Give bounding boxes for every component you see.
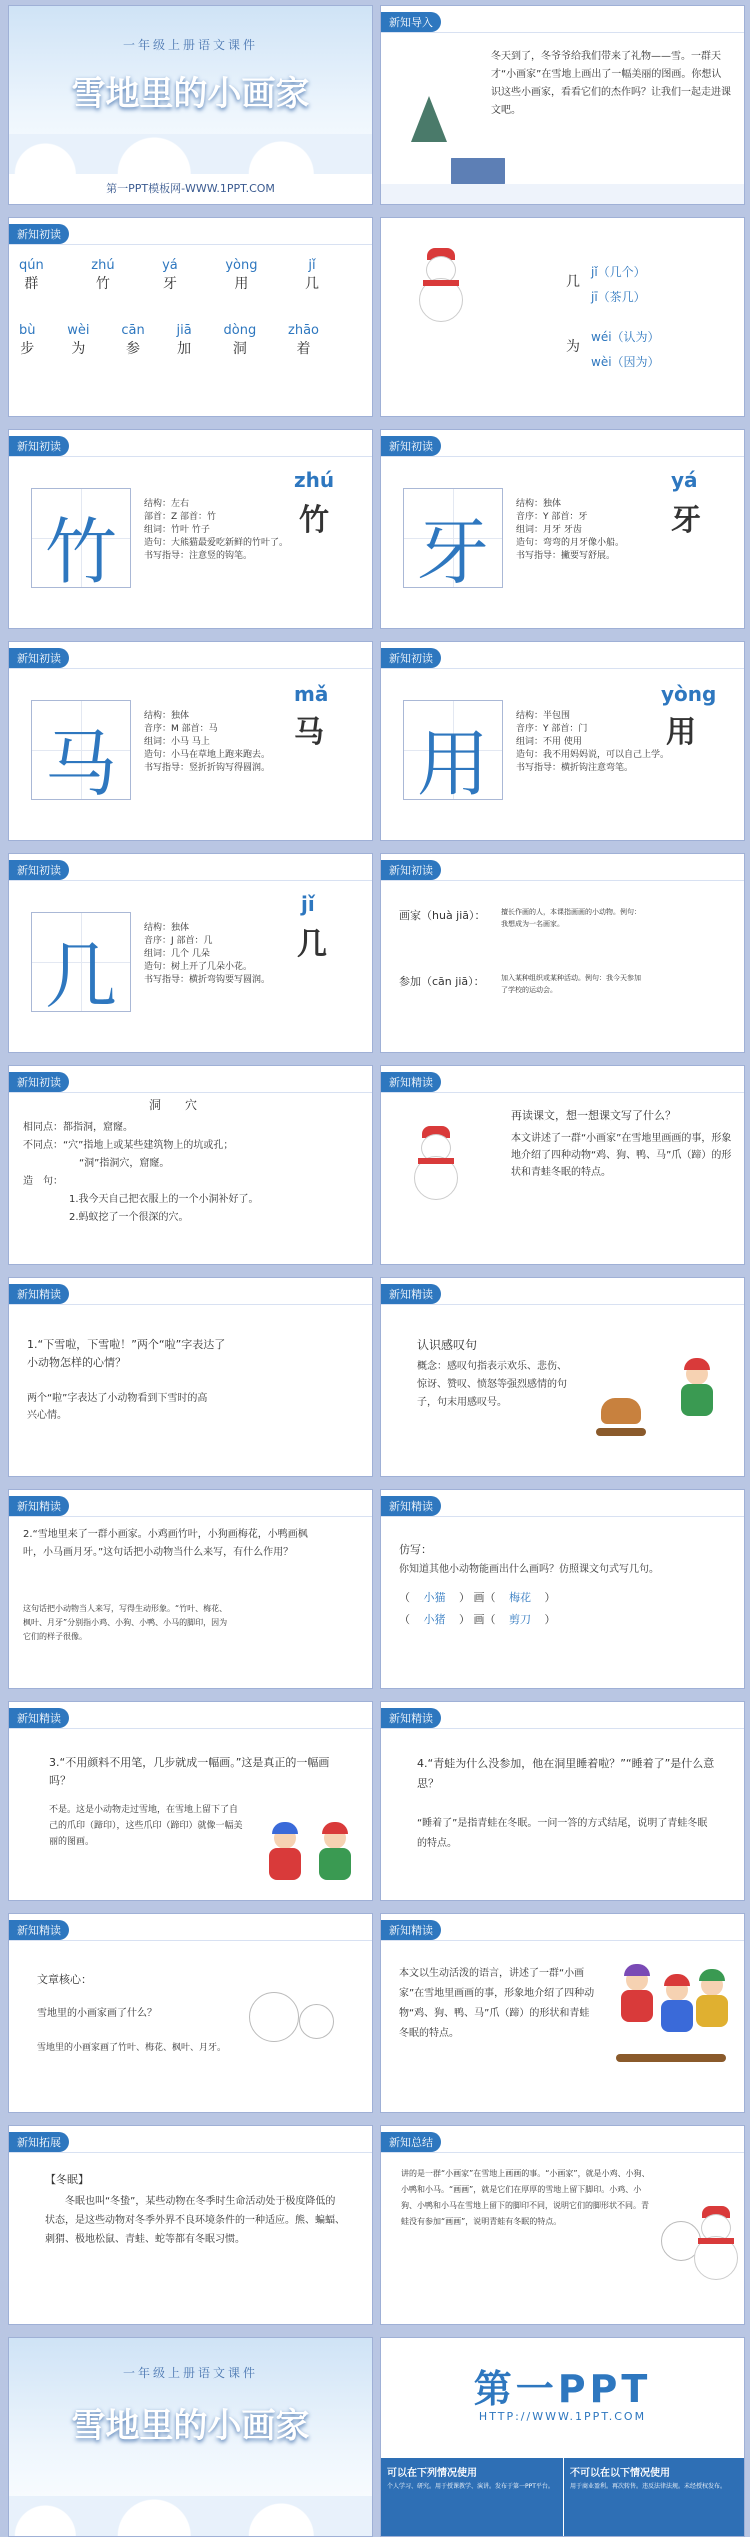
slide-branding[interactable]: [380, 2337, 745, 2537]
vocab-label-1: 画家（huà jiā）：: [399, 909, 486, 922]
slide-content-summary[interactable]: [380, 1065, 745, 1265]
word-item: [67, 323, 89, 358]
panel-text: 个人学习、研究。用于授课教学、演讲。发布于第一PPT平台。: [387, 2483, 554, 2490]
hua-label: 画（: [473, 1613, 496, 1626]
panel-text: 用于商业盈利。再次转售。违反法律法规。未经授权发布。: [570, 2483, 727, 2490]
compare-title: 洞 穴: [149, 1098, 198, 1112]
slide-dong-xue[interactable]: [8, 1065, 373, 1265]
char-large: 牙: [671, 503, 701, 538]
word-item: [19, 258, 44, 293]
divider: [381, 2152, 744, 2153]
info-line: 造句：大熊猫最爱吃新鲜的竹叶了。: [144, 538, 289, 548]
pinyin: bù: [19, 323, 36, 338]
section-title: 认识感叹句: [417, 1338, 478, 1352]
slide-core[interactable]: [8, 1913, 373, 2113]
section-tag: 新知初读: [381, 436, 441, 456]
brand-header: [381, 2338, 744, 2458]
info-line: 造句：我不用妈妈说，可以自己上学。: [516, 750, 670, 760]
sled-icon: [616, 2054, 726, 2062]
answer: 本文讲述了一群“小画家”在雪地里画画的事，形象地介绍了四种动物“鸡、狗、鸭、马”爪（蹄）的形状和青蛙冬眠的特点。: [511, 1133, 732, 1178]
info-line: 造句：小马在草地上跑来跑去。: [144, 750, 271, 760]
tianzige-box: [31, 488, 131, 594]
compare-line: 不同点：“穴”指地上或某些建筑物上的坑或孔；: [23, 1140, 234, 1151]
big-character: 牙: [416, 510, 489, 594]
character: 牙: [162, 276, 177, 292]
character: 着: [296, 341, 311, 357]
divider: [9, 244, 372, 245]
section-title: 仿写：: [399, 1543, 432, 1556]
slide-extension[interactable]: [8, 2125, 373, 2325]
slide-question-4[interactable]: [380, 1701, 745, 1901]
panel-title: 可以在下列情况使用: [387, 2468, 477, 2479]
divider: [9, 1092, 372, 1093]
divider: [9, 2152, 372, 2153]
section-tag: 新知精读: [9, 1496, 69, 1516]
big-character: 竹: [44, 510, 117, 594]
slide-cover[interactable]: [8, 5, 373, 205]
vocab-text-2: 加入某种组织或某种活动。例句：我今天参加了学校的运动会。: [501, 974, 641, 994]
pinyin: zhāo: [288, 323, 319, 338]
section-tag: 新知总结: [381, 2132, 441, 2152]
info-line: 音序：J 部首：几: [144, 936, 213, 946]
info-line: 组词：竹叶 竹子: [144, 525, 210, 535]
cover-footer: 第一PPT模板网-WWW.1PPT.COM: [106, 182, 275, 195]
cover-title: 雪地里的小画家: [71, 2406, 310, 2446]
pinyin: jiā: [176, 323, 192, 338]
snowman-icon: [411, 248, 471, 328]
tianzige-box: [403, 700, 503, 806]
slide-question-3[interactable]: [8, 1701, 373, 1901]
section-tag: 新知精读: [9, 1708, 69, 1728]
core-question: 雪地里的小画家画了什么？: [37, 2008, 157, 2019]
compare-line: 相同点：都指洞，窟窿。: [23, 1122, 133, 1133]
slide-vocabulary[interactable]: [380, 853, 745, 1053]
vocab-label-2: 参加（cān jiā）：: [399, 975, 485, 988]
poly-wei-char: 为: [566, 339, 580, 355]
info-line: 书写指导：横折弯钩要写圆润。: [144, 975, 271, 985]
info-line: 音序：Y 部首：门: [516, 724, 588, 734]
snow-tree-icon: [411, 96, 447, 142]
section-tag: 新知精读: [381, 1072, 441, 1092]
divider: [381, 1304, 744, 1305]
section-tag: 新知初读: [381, 860, 441, 880]
char-large: 马: [294, 715, 324, 750]
char-info: [144, 922, 270, 987]
info-line: 结构：独体: [144, 711, 190, 721]
word-item: [121, 323, 144, 358]
section-tag: 新知精读: [381, 1284, 441, 1304]
info-line: 书写指导：注意竖的钩笔。: [144, 551, 253, 561]
snow-hills: [9, 2496, 372, 2536]
pinyin-large: yá: [671, 468, 698, 492]
question: 3.“不用颜料不用笔，几步就成一幅画。”这是真正的一幅画吗？: [49, 1756, 330, 1787]
poly-ji-1: jǐ（几个）: [591, 265, 646, 279]
fill-row: [399, 1588, 556, 1607]
dog-icon: [601, 1398, 641, 1424]
intro-text: 冬天到了，冬爷爷给我们带来了礼物——雪。一群天才“小画家”在雪地上画出了一幅美丽的图画。你想认识这些小画家，看看它们的杰作吗？让我们一起走进课文吧。: [491, 51, 731, 116]
theme-text: 本文以生动活泼的语言，讲述了一群“小画家”在雪地里画画的事，形象地介绍了四种动物“鸡、狗、鸭、马”爪（蹄）的形状和青蛙冬眠的特点。: [399, 1968, 595, 2039]
paren: （: [399, 1613, 410, 1626]
word-item: [305, 258, 319, 293]
info-line: 结构：左右: [144, 499, 190, 509]
info-line: 结构：独体: [516, 499, 562, 509]
pinyin: jǐ: [308, 258, 316, 273]
pinyin-large: yòng: [661, 682, 717, 706]
info-line: 书写指导：竖折折钩写得圆润。: [144, 763, 271, 773]
cover-subtitle: 一年级上册语文课件: [122, 38, 258, 52]
answer: “睡着了”是指青蛙在冬眠。一问一答的方式结尾，说明了青蛙冬眠的特点。: [417, 1818, 708, 1849]
compare-line: 2.蚂蚁挖了一个很深的穴。: [69, 1212, 189, 1223]
info-line: 书写指导：撇要写舒展。: [516, 551, 616, 561]
answer: 不是。这是小动物走过雪地，在雪地上留下了自己的爪印（蹄印），这些爪印（蹄印）就像一幅美丽的图画。: [49, 1805, 243, 1847]
answer-1b: 梅花: [509, 1591, 531, 1604]
divider: [9, 456, 372, 457]
usage-panel-forbidden: [564, 2458, 745, 2537]
question: 2.“雪地里来了一群小画家。小鸡画竹叶，小狗画梅花，小鸭画枫叶，小马画月牙。”这句话把小动物当什么来写，有什么作用？: [23, 1529, 308, 1558]
word-item: [224, 323, 257, 358]
divider: [9, 880, 372, 881]
word-item: [225, 258, 257, 293]
brand-url: HTTP://WWW.1PPT.COM: [478, 2410, 647, 2423]
paren: ）: [459, 1613, 470, 1626]
char-large: 竹: [299, 503, 329, 538]
divider: [381, 456, 744, 457]
character: 为: [71, 341, 86, 357]
brand-logo: 第一PPT: [473, 2367, 652, 2411]
hua-label: 画（: [473, 1591, 496, 1604]
info-line: 组词：几个 几朵: [144, 949, 210, 959]
concept-text: 概念：感叹句指表示欢乐、悲伤、惊讶、赞叹、愤怒等强烈感情的句子，句末用感叹号。: [417, 1361, 567, 1408]
paren: （: [399, 1591, 410, 1604]
kid-icon: [671, 1358, 721, 1428]
answer-2a: 小猪: [423, 1613, 446, 1626]
divider: [381, 32, 744, 33]
slide-imitation[interactable]: [380, 1489, 745, 1689]
pinyin: qún: [19, 258, 44, 273]
divider: [381, 668, 744, 669]
slide-char-ya[interactable]: [380, 429, 745, 629]
word-row-2: [19, 323, 319, 358]
slide-polyphones[interactable]: [380, 217, 745, 417]
answer: 这句话把小动物当人来写，写得生动形象。“竹叶、梅花、枫叶、月牙”分别指小鸡、小狗、小鸭、小马的脚印，因为它们的样子很像。: [23, 1604, 228, 1641]
word-item: [288, 323, 319, 358]
paren: ）: [544, 1613, 556, 1626]
divider: [9, 1728, 372, 1729]
info-line: 音序：Y 部首：牙: [516, 512, 588, 522]
big-character: 几: [44, 934, 117, 1018]
section-tag: 新知精读: [381, 1496, 441, 1516]
char-info: [516, 498, 624, 563]
cover-title: 雪地里的小画家: [71, 74, 310, 114]
pinyin-large: zhú: [294, 468, 335, 492]
question: 再读课文，想一想课文写了什么？: [511, 1109, 676, 1122]
core-title: 文章核心：: [37, 1973, 92, 1986]
info-line: 组词：不用 使用: [516, 737, 582, 747]
character: 洞: [232, 341, 247, 357]
pinyin: yòng: [225, 258, 258, 273]
char-large: 几: [297, 927, 327, 962]
paren: ）: [544, 1591, 556, 1604]
compare-line: “洞”指洞穴，窟窿。: [79, 1158, 170, 1169]
prompt: 你知道其他小动物能画出什么画吗？仿照课文句式写几句。: [399, 1564, 659, 1575]
info-line: 音序：M 部首：马: [144, 724, 218, 734]
section-tag: 新知精读: [9, 1920, 69, 1940]
divider: [9, 1304, 372, 1305]
tianzige-box: [31, 700, 131, 806]
slide-char-yong[interactable]: [380, 641, 745, 841]
section-tag: 新知精读: [9, 1284, 69, 1304]
usage-panel-allowed: [381, 2458, 563, 2537]
section-tag: 新知精读: [381, 1920, 441, 1940]
question: 4.“青蛙为什么没参加，他在洞里睡着啦？”“睡着了”是什么意思？: [417, 1757, 715, 1790]
vocab-text-1: 擅长作画的人，本课指画画的小动物。例句：我想成为一名画家。: [501, 908, 641, 928]
word-item: [91, 258, 114, 293]
question: 1.“下雪啦，下雪啦！”两个“啦”字表达了小动物怎样的心情？: [27, 1338, 226, 1369]
info-line: 结构：独体: [144, 923, 190, 933]
panel-title: 不可以在以下情况使用: [570, 2468, 670, 2479]
pinyin: dòng: [223, 323, 257, 338]
character: 参: [126, 341, 141, 357]
slide-question-1[interactable]: [8, 1277, 373, 1477]
pinyin: zhú: [91, 258, 115, 273]
character: 加: [177, 341, 192, 357]
char-info: [516, 710, 669, 775]
pinyin: cān: [121, 323, 145, 338]
kid-icon: [309, 1822, 359, 1892]
slide-exclamation[interactable]: [380, 1277, 745, 1477]
big-character: 用: [416, 722, 489, 806]
answer-2b: 剪刀: [509, 1613, 531, 1626]
poly-wei-1: wéi（认为）: [591, 330, 660, 344]
slide-new-words[interactable]: [8, 217, 373, 417]
slide-intro[interactable]: [380, 5, 745, 205]
core-answer: 雪地里的小画家画了竹叶、梅花、枫叶、月牙。: [37, 2043, 227, 2053]
character: 几: [304, 276, 319, 292]
slide-char-ji[interactable]: [8, 853, 373, 1053]
slide-end-cover[interactable]: [8, 2337, 373, 2537]
paren: ）: [459, 1591, 470, 1604]
section-tag: 新知初读: [9, 648, 69, 668]
snow-house-icon: [451, 156, 505, 186]
info-line: 造句：弯弯的月牙像小船。: [516, 538, 625, 548]
info-line: 书写指导：横折钩注意弯笔。: [516, 763, 634, 773]
character: 群: [24, 276, 39, 292]
character: 用: [234, 276, 249, 292]
word-row-1: [19, 258, 319, 293]
info-line: 造句：树上开了几朵小花。: [144, 962, 253, 972]
kid-icon: [686, 1969, 736, 2039]
character: 步: [20, 341, 35, 357]
answer-1a: 小猫: [423, 1591, 446, 1604]
slide-theme[interactable]: [380, 1913, 745, 2113]
info-line: 组词：小马 马上: [144, 737, 210, 747]
section-tag: 新知初读: [9, 436, 69, 456]
divider: [9, 668, 372, 669]
snowman-icon: [406, 1126, 466, 1206]
cover-subtitle: 一年级上册语文课件: [122, 2366, 258, 2380]
sled-icon: [596, 1428, 646, 1436]
extension-text: 冬眠也叫“冬蛰”，某些动物在冬季时生命活动处于极度降低的状态，是这些动物对冬季外界不良环境条件的一种适应。熊、蝙蝠、刺猬、极地松鼠、青蛙、蛇等都有冬眠习惯。: [45, 2196, 345, 2245]
pinyin-large: mǎ: [294, 682, 329, 706]
compare-line: 1.我今天自己把衣服上的一个小洞补好了。: [69, 1194, 259, 1205]
divider: [381, 880, 744, 881]
poly-ji-2: jī（茶几）: [591, 290, 646, 304]
kid-icon: [259, 1822, 309, 1892]
pinyin-large: jǐ: [301, 892, 315, 916]
extension-title: 【冬眠】: [45, 2173, 89, 2186]
section-tag: 新知拓展: [9, 2132, 69, 2152]
slide-char-ma[interactable]: [8, 641, 373, 841]
compare-line: 造 句：: [23, 1176, 63, 1187]
answer: 两个“啦”字表达了小动物看到下雪时的高兴心情。: [27, 1393, 208, 1421]
slide-summary[interactable]: [380, 2125, 745, 2325]
big-character: 马: [44, 722, 117, 806]
info-line: 组词：月牙 牙齿: [516, 525, 582, 535]
divider: [381, 1728, 744, 1729]
divider: [381, 1940, 744, 1941]
section-tag: 新知精读: [381, 1708, 441, 1728]
char-large: 用: [666, 715, 696, 750]
char-info: [144, 710, 270, 775]
word-item: [19, 323, 36, 358]
tianzige-box: [31, 912, 131, 1018]
slide-question-2[interactable]: [8, 1489, 373, 1689]
divider: [9, 1940, 372, 1941]
divider: [9, 1516, 372, 1517]
char-info: [144, 498, 288, 563]
section-tag: 新知初读: [9, 860, 69, 880]
summary-text: 讲的是一群“小画家”在雪地上画画的事。“小画家”，就是小鸡、小狗、小鸭和小马。“画画”，就是它们在厚厚的雪地上留下脚印。小鸡、小狗、小鸭和小马在雪地上留下的脚印不同，说明它们的脚形状不同。青蛙没有参加“画画”，说明青蛙有冬眠的特点。: [401, 2169, 650, 2226]
character: 竹: [95, 276, 110, 292]
snow-ground: [381, 184, 744, 204]
section-tag: 新知初读: [9, 1072, 69, 1092]
fill-row: [399, 1610, 556, 1629]
word-item: [177, 323, 192, 358]
poly-ji-char: 几: [566, 274, 580, 290]
tianzige-box: [403, 488, 503, 594]
pinyin: wèi: [67, 323, 90, 338]
snowman-icon: [686, 2206, 745, 2286]
pinyin: yá: [162, 258, 178, 273]
info-line: 部首：Z 部首：竹: [144, 512, 217, 522]
snowball-icon: [249, 1992, 299, 2042]
section-tag: 新知导入: [381, 12, 441, 32]
poly-wei-2: wèi（因为）: [591, 355, 660, 369]
snowball-icon: [299, 2004, 334, 2039]
divider: [381, 1092, 744, 1093]
section-tag: 新知初读: [9, 224, 69, 244]
snow-hills: [9, 134, 372, 174]
section-tag: 新知初读: [381, 648, 441, 668]
slide-char-zhu[interactable]: [8, 429, 373, 629]
info-line: 结构：半包围: [516, 711, 571, 721]
word-item: [162, 258, 178, 293]
divider: [381, 1516, 744, 1517]
